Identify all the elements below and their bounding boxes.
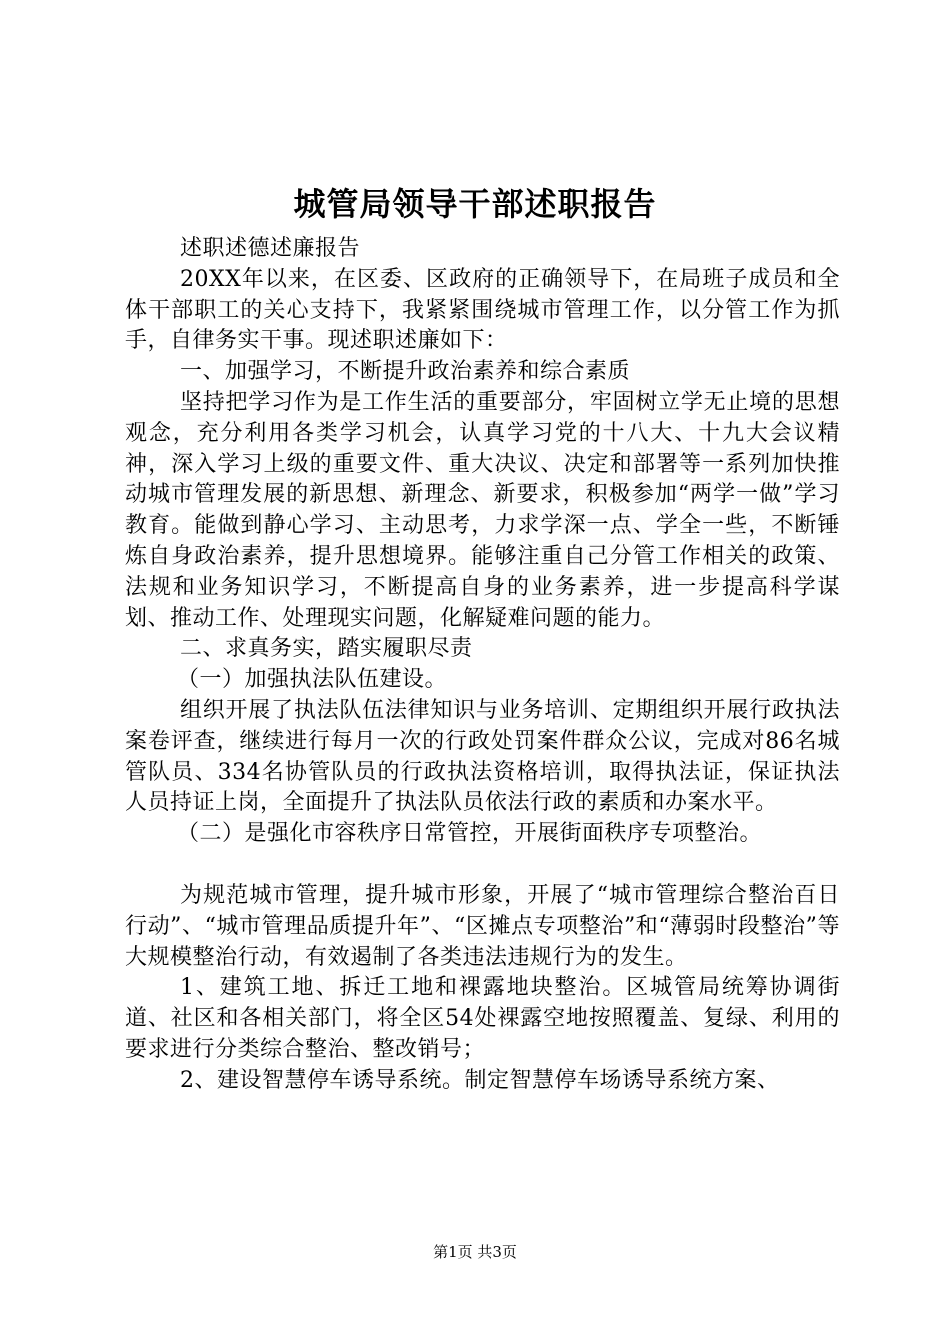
subsection-heading-2: （二）是强化市容秩序日常管控，开展街面秩序专项整治。 [177, 821, 763, 847]
document-body [125, 234, 840, 1097]
subtitle-paragraph: 述职述德述廉报告 [180, 236, 361, 261]
blank-line [125, 850, 840, 881]
city-management-paragraph: 为规范城市管理，提升城市形象，开展了“城市管理综合整治百日行动”、“城市管理品质提升年”、“区摊点专项整治”和“薄弱时段整治”等大规模整治行动，有效遏制了各类违法违规行为的发生。 [125, 882, 840, 970]
page-title: 城管局领导干部述职报告 [293, 185, 657, 223]
subsection-heading-1: （一）加强执法队伍建设。 [177, 667, 448, 693]
section-heading-1: 一、加强学习，不断提升政治素养和综合素质 [180, 359, 631, 385]
intro-paragraph: 20XX年以来，在区委、区政府的正确领导下，在局班子成员和全体干部职工的关心支持下，我紧紧围绕城市管理工作，以分管工作为抓手，自律务实干事。现述职述廉如下： [125, 266, 840, 354]
study-paragraph: 坚持把学习作为是工作生活的重要部分，牢固树立学无止境的思想观念，充分利用各类学习机会，认真学习党的十八大、十九大会议精神，深入学习上级的重要文件、重大决议、决定和部署等一系列加快推动城市管理发展的新思想、新理念、新要求，积极参加“两学一做”学习教育。能做到静心学习、主动思考，力求学深一点、学全一些，不断锤炼自身政治素养，提升思想境界。能够注重自己分管工作相关的政策、法规和业务知识学习，不断提高自身的业务素养，进一步提高科学谋划、推动工作、处理现实问题，化解疑难问题的能力。 [125, 389, 840, 631]
list-item-1: 1、建筑工地、拆迁工地和裸露地块整治。区城管局统筹协调街道、社区和各相关部门，将全区54处裸露空地按照覆盖、复绿、利用的要求进行分类综合整治、整改销号； [125, 975, 840, 1062]
law-enforcement-paragraph: 组织开展了执法队伍法律知识与业务培训、定期组织开展行政执法案卷评查，继续进行每月一次的行政处罚案件群众公议，完成对86名城管队员、334名协管队员的行政执法资格培训，取得执法证，保证执法人员持证上岗，全面提升了执法队员依法行政的素质和办案水平。 [125, 697, 840, 816]
page-footer: 第1页 共3页 [433, 1243, 517, 1261]
section-heading-2: 二、求真务实，踏实履职尽责 [180, 636, 473, 662]
list-item-2: 2、建设智慧停车诱导系统。制定智慧停车场诱导系统方案、 [180, 1067, 780, 1093]
